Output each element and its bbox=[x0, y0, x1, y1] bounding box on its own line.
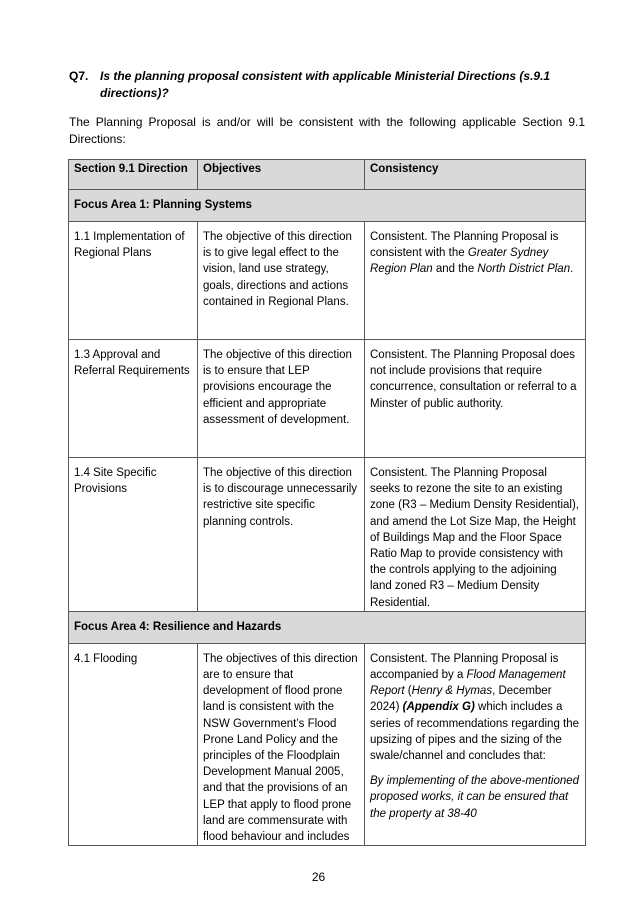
table-row bbox=[69, 222, 586, 340]
question-number: Q7. bbox=[69, 69, 89, 83]
directions-table bbox=[68, 159, 586, 846]
direction-cell: 1.4 Site Specific Provisions bbox=[69, 458, 198, 612]
objective-cell: The objective of this direction is to discourage unnecessarily restrictive site specific planning controls. bbox=[198, 458, 365, 612]
consistency-cell: Consistent. The Planning Proposal is accompanied by a Flood Management Report (Henry & Hymas, December 2024) (Appendix G) which includes a series of recommendations regarding the upsizing of pipes and the sizing of the swale/channel and concludes that: By implementing of the above-mentioned proposed works, it can be ensured that the property at 38-40 bbox=[365, 643, 586, 845]
objective-cell: The objective of this direction is to ensure that LEP provisions encourage the efficient and appropriate assessment of development. bbox=[198, 340, 365, 458]
consistency-cell: Consistent. The Planning Proposal is consistent with the Greater Sydney Region Plan and the North District Plan. bbox=[365, 222, 586, 340]
header-direction: Section 9.1 Direction bbox=[69, 160, 198, 190]
objective-cell: The objective of this direction is to give legal effect to the vision, land use strategy, goals, directions and actions contained in Regional Plans. bbox=[198, 222, 365, 340]
direction-cell: 4.1 Flooding bbox=[69, 643, 198, 845]
table-row bbox=[69, 458, 586, 612]
header-objectives: Objectives bbox=[198, 160, 365, 190]
intro-paragraph: The Planning Proposal is and/or will be consistent with the following applicable Section 9.1 Directions: bbox=[69, 115, 585, 146]
table-row bbox=[69, 340, 586, 458]
question-text: Is the planning proposal consistent with applicable Ministerial Directions (s.9.1 directions)? bbox=[100, 69, 551, 100]
consistency-cell: Consistent. The Planning Proposal seeks to rezone the site to an existing zone (R3 – Medium Density Residential), and amend the Lot Size Map, the Height of Buildings Map and the Floor Space Ratio Map to provide consistency with the controls applying to the adjoining land zoned R3 – Medium Density Residential. bbox=[365, 458, 586, 612]
focus-area-row bbox=[69, 611, 586, 643]
focus-area-row bbox=[69, 190, 586, 222]
table-header-row bbox=[69, 160, 586, 190]
page-number: 26 bbox=[311, 870, 326, 884]
focus-area-label: Focus Area 4: Resilience and Hazards bbox=[69, 611, 586, 643]
header-consistency: Consistency bbox=[365, 160, 586, 190]
focus-area-label: Focus Area 1: Planning Systems bbox=[69, 190, 586, 222]
direction-cell: 1.1 Implementation of Regional Plans bbox=[69, 222, 198, 340]
question-heading bbox=[69, 68, 589, 102]
consistency-cell: Consistent. The Planning Proposal does not include provisions that require concurrence, consultation or referral to a Minster of public authority. bbox=[365, 340, 586, 458]
table-row bbox=[69, 643, 586, 845]
objective-cell: The objectives of this direction are to ensure that development of flood prone land is consistent with the NSW Government’s Flood Prone Land Policy and the principles of the Floodplain Development Manual 2005, and that the provisions of an LEP that apply to flood prone land are commensurate with flood behaviour and includes bbox=[198, 643, 365, 845]
quote-text: By implementing of the above-mentioned proposed works, it can be ensured that the property at 38-40 bbox=[370, 775, 580, 820]
direction-cell: 1.3 Approval and Referral Requirements bbox=[69, 340, 198, 458]
